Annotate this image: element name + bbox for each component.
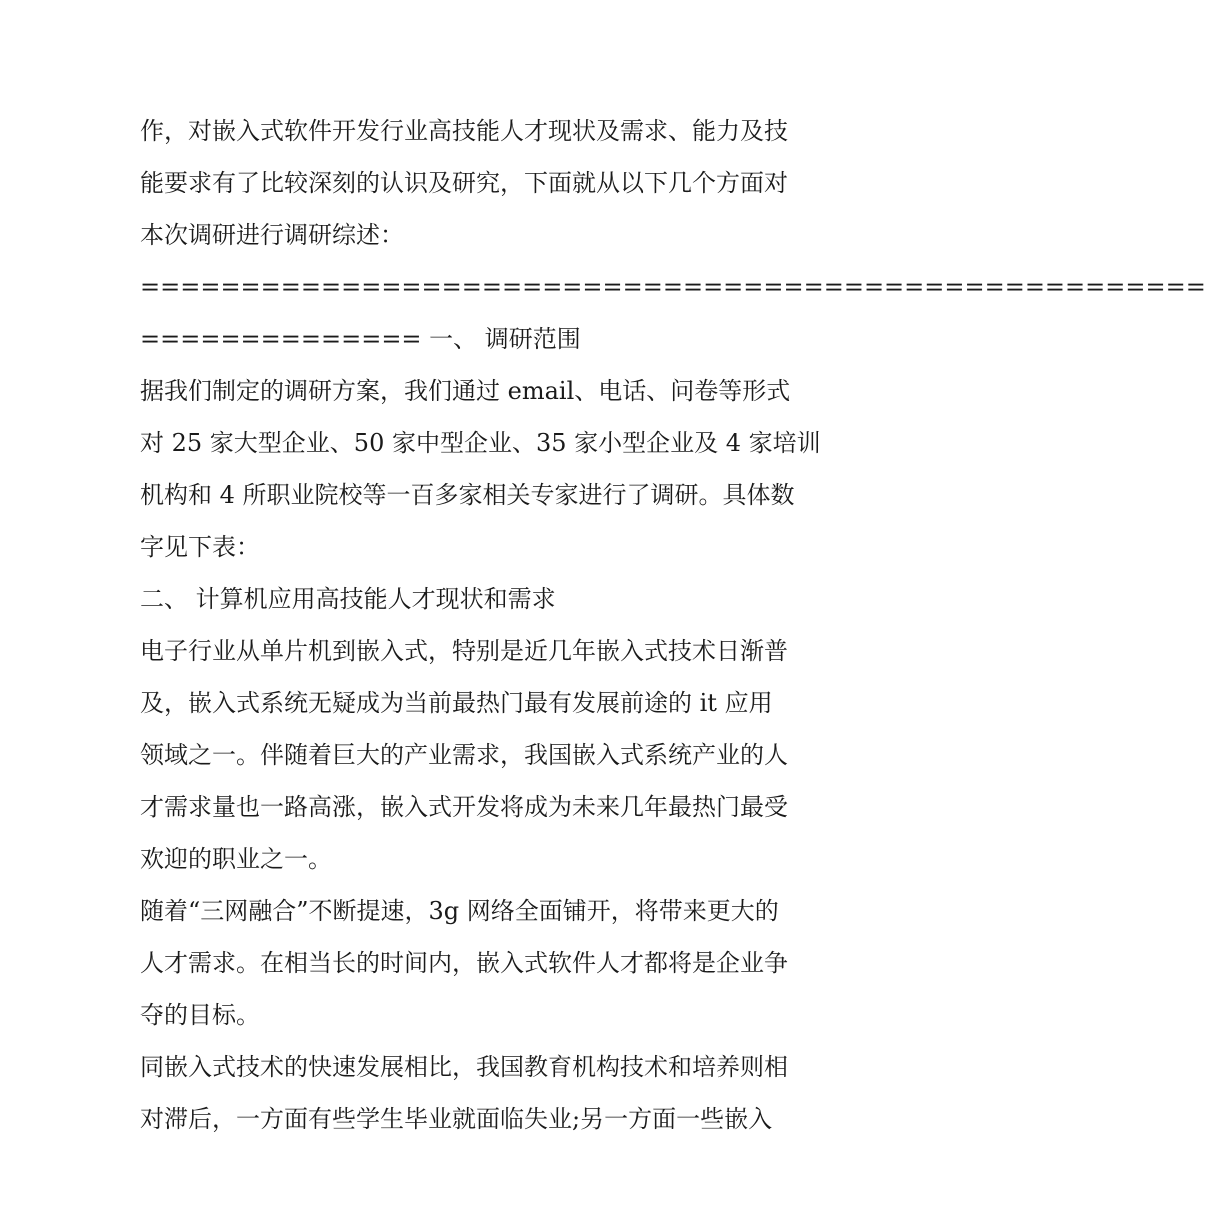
text-line: 同嵌入式技术的快速发展相比，我国教育机构技术和培养则相 [140,1053,788,1081]
text-line: 人才需求。在相当长的时间内，嵌入式软件人才都将是企业争 [140,949,788,977]
text-line: 本次调研进行调研综述： [140,221,404,249]
section-heading-1: ============== 一、 调研范围 [140,325,581,353]
text-line: 电子行业从单片机到嵌入式，特别是近几年嵌入式技术日渐普 [140,637,788,665]
text-line: 字见下表： [140,533,260,561]
text-line: 随着“三网融合”不断提速，3g 网络全面铺开，将带来更大的 [140,897,779,925]
text-line: 能要求有了比较深刻的认识及研究，下面就从以下几个方面对 [140,169,788,197]
text-line: 欢迎的职业之一。 [140,845,332,873]
text-line: 机构和 4 所职业院校等一百多家相关专家进行了调研。具体数 [140,481,795,509]
text-line: 据我们制定的调研方案，我们通过 email、电话、问卷等形式 [140,377,791,405]
text-line: 夺的目标。 [140,1001,260,1029]
text-line: 及，嵌入式系统无疑成为当前最热门最有发展前途的 it 应用 [140,689,773,717]
text-line: 对滞后，一方面有些学生毕业就面临失业;另一方面一些嵌入 [140,1105,773,1133]
section-heading-2: 二、 计算机应用高技能人才现状和需求 [140,585,556,613]
text-line: 才需求量也一路高涨，嵌入式开发将成为未来几年最热门最受 [140,793,788,821]
text-line: 作，对嵌入式软件开发行业高技能人才现状及需求、能力及技 [140,117,788,145]
separator-line: ===================================================== [140,273,1206,301]
document-body [140,105,1206,1145]
text-line: 领域之一。伴随着巨大的产业需求，我国嵌入式系统产业的人 [140,741,788,769]
text-line: 对 25 家大型企业、50 家中型企业、35 家小型企业及 4 家培训 [140,429,821,457]
